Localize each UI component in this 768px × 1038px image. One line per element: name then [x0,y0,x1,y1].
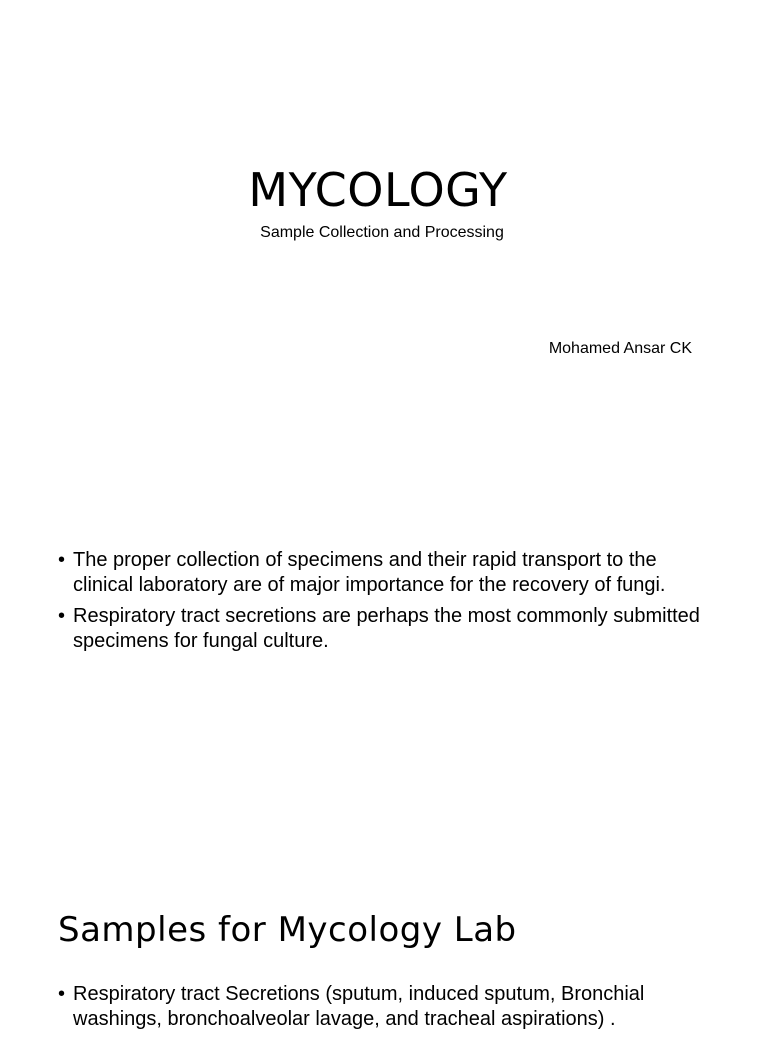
bullet-item [58,604,718,653]
slide-samples [0,864,768,1030]
bullet-glyph: • [58,983,66,1005]
bullet-text: Respiratory tract secretions are perhaps the most commonly submitted specimens for fungal culture. [73,605,700,652]
slide-title-heading: MYCOLOGY [248,163,508,217]
slide-author: Mohamed Ansar CK [548,340,692,357]
slide-title [0,0,768,432]
bullet-text: Respiratory tract Secretions (sputum, induced sputum, Bronchial washings, bronchoalveolar lavage, and tracheal aspirations) . [73,983,645,1030]
bullet-list [58,982,718,1038]
bullet-item [58,548,718,597]
slide-intro [0,432,768,864]
slide-subtitle: Sample Collection and Processing [260,224,504,241]
bullet-list [58,548,718,660]
bullet-glyph: • [58,549,66,571]
bullet-glyph: • [58,605,66,627]
bullet-text: The proper collection of specimens and their rapid transport to the clinical laboratory are of major importance for the recovery of fungi. [73,549,666,596]
slide-heading: Samples for Mycology Lab [58,910,517,950]
